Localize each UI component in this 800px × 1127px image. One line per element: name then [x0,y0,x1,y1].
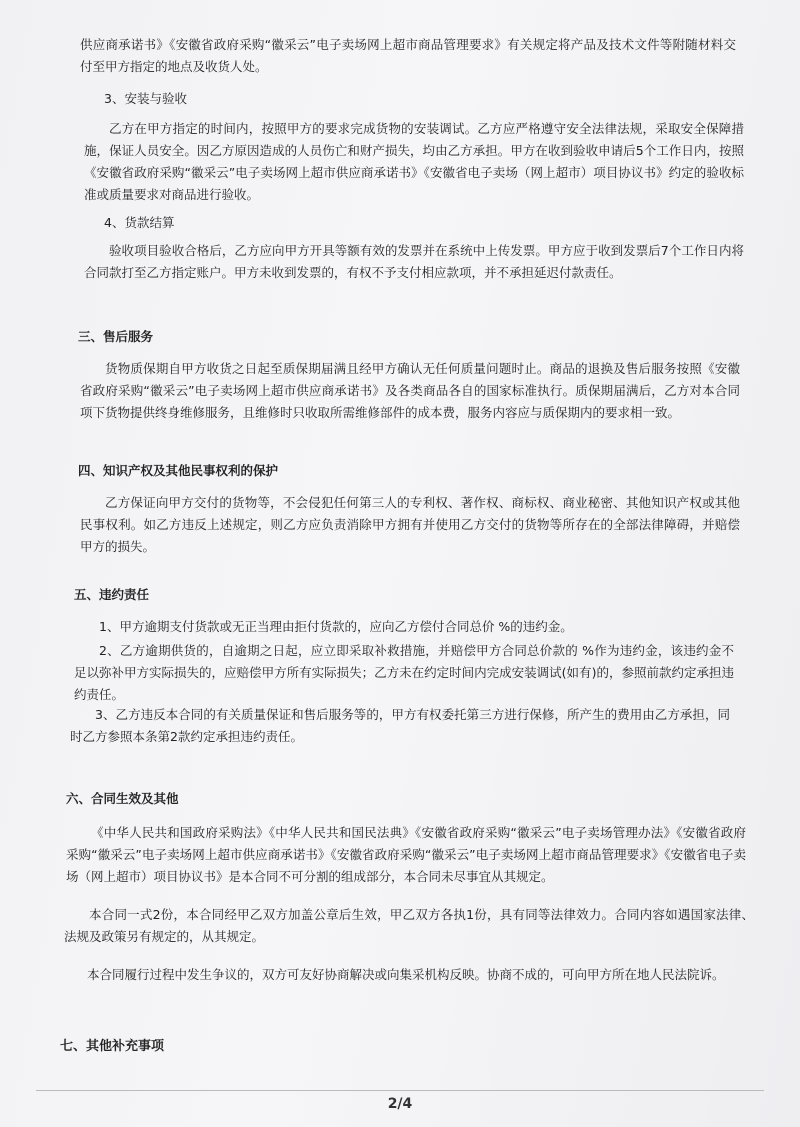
item-3-paragraph: 乙方在甲方指定的时间内，按照甲方的要求完成货物的安装调试。乙方应严格遵守安全法律法规，采取安全保障措施，保证人员安全。因乙方原因造成的人员伤亡和财产损失，均由乙方承担。甲方在收到验收申请后5个工作日内，按照《安徽省政府采购“徽采云”电子卖场网上超市供应商承诺书》《安徽省电子卖场（网上超市）项目协议书》约定的验收标准或质量要求对商品进行验收。 [84,121,744,202]
intro-paragraph: 供应商承诺书》《安徽省政府采购“徽采云”电子卖场网上超市商品管理要求》有关规定将产品及技术文件等附随材料交付至甲方指定的地点及收货人处。 [80,37,736,74]
footer-divider [36,1090,764,1091]
section-5-item-2: 2、乙方逾期供货的，自逾期之日起，应立即采取补救措施，并赔偿甲方合同总价款的 %作为违约金，该违约金不足以弥补甲方实际损失的，应赔偿甲方所有实际损失；乙方未在约定时间内完成安装调试(如有)的，参照前款约定承担违约责任。 [74,643,734,702]
item-4-paragraph: 验收项目验收合格后，乙方应向甲方开具等额有效的发票并在系统中上传发票。甲方应于收到发票后7个工作日内将合同款打至乙方指定账户。甲方未收到发票的，有权不予支付相应款项，并不承担延迟付款责任。 [84,243,744,280]
item-3-title: 3、安装与验收 [104,91,187,106]
section-6-paragraph-2: 本合同一式2份，本合同经甲乙双方加盖公章后生效，甲乙双方各执1份，具有同等法律效力。合同内容如遇国家法律、法规及政策另有规定的，从其规定。 [64,907,754,944]
section-5-item-3: 3、乙方违反本合同的有关质量保证和售后服务等的，甲方有权委托第三方进行保修，所产生的费用由乙方承担，同时乙方参照本条第2款约定承担违约责任。 [70,707,730,744]
page-number: 2/4 [387,1096,413,1112]
section-6-paragraph-1: 《中华人民共和国政府采购法》《中华人民共和国民法典》《安徽省政府采购“徽采云”电子卖场管理办法》《安徽省政府采购“徽采云”电子卖场网上超市供应商承诺书》《安徽省政府采购“徽采云”电子卖场网上超市商品管理要求》《安徽省电子卖场（网上超市）项目协议书》是本合同不可分割的组成部分，本合同未尽事宜从其规定。 [66,825,746,884]
section-6-paragraph-3: 本合同履行过程中发生争议的，双方可友好协商解决或向集采机构反映。协商不成的，可向甲方所在地人民法院诉。 [87,967,725,982]
section-6-heading: 六、合同生效及其他 [66,791,179,806]
item-4-title: 4、货款结算 [104,215,175,230]
section-3-paragraph: 货物质保期自甲方收货之日起至质保期届满且经甲方确认无任何质量问题时止。商品的退换及售后服务按照《安徽省政府采购“徽采云”电子卖场网上超市供应商承诺书》及各类商品各自的国家标准执行。质保期届满后，乙方对本合同项下货物提供终身维修服务，且维修时只收取所需维修部件的成本费，服务内容应与质保期内的要求相一致。 [80,361,740,420]
section-7-heading: 七、其他补充事项 [60,1039,165,1054]
section-3-heading: 三、售后服务 [78,329,154,344]
section-4-paragraph: 乙方保证向甲方交付的货物等，不会侵犯任何第三人的专利权、著作权、商标权、商业秘密、其他知识产权或其他民事权利。如乙方违反上述规定，则乙方应负责消除甲方拥有并使用乙方交付的货物等所存在的全部法律障碍，并赔偿甲方的损失。 [80,495,740,554]
section-5-item-1: 1、甲方逾期支付货款或无正当理由拒付货款的，应向乙方偿付合同总价 %的违约金。 [99,619,573,634]
section-5-heading: 五、违约责任 [74,587,150,602]
section-4-heading: 四、知识产权及其他民事权利的保护 [78,463,279,478]
